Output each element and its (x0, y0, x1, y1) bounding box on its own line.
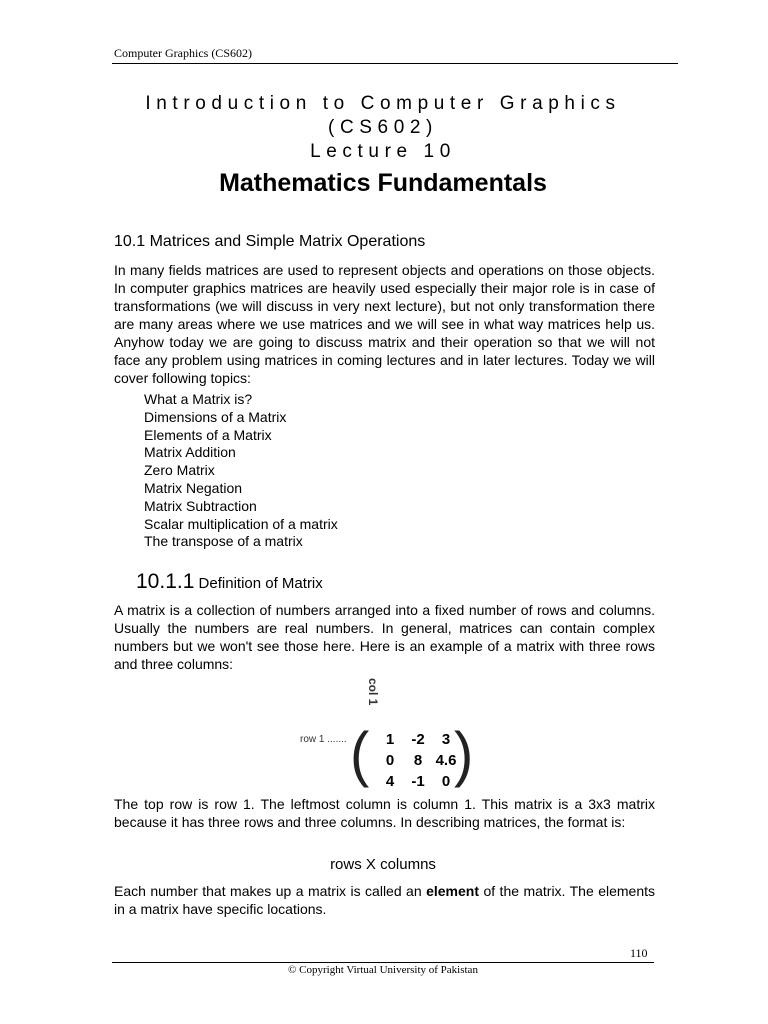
subsection-title: Definition of Matrix (194, 575, 323, 592)
matrix-cell: 3 (441, 731, 451, 748)
page-title: Mathematics Fundamentals (219, 169, 547, 197)
topic-list (144, 391, 338, 551)
header-rule (112, 63, 678, 64)
element-text-before: Each number that makes up a matrix is called an (114, 883, 427, 899)
list-item: Scalar multiplication of a matrix (144, 515, 338, 532)
list-item: Elements of a Matrix (144, 426, 272, 443)
right-bracket: ) (454, 720, 474, 789)
list-item: Matrix Addition (144, 444, 236, 461)
matrix-figure (290, 674, 480, 794)
column-label: col 1 (366, 678, 380, 706)
title-block (112, 92, 654, 200)
list-item: The transpose of a matrix (144, 533, 303, 550)
copyright-notice: © Copyright Virtual University of Pakistan (288, 964, 478, 976)
list-item: Zero Matrix (144, 462, 215, 479)
explanation-paragraph: The top row is row 1. The leftmost column is column 1. This matrix is a 3x3 matrix because it has three rows and three columns. In describing matrices, the format is: (114, 796, 655, 830)
matrix-grid (376, 730, 460, 792)
element-paragraph (114, 882, 655, 918)
definition-paragraph: A matrix is a collection of numbers arranged into a fixed number of rows and columns. Usually the numbers are real numbers. In general, matrices can contain complex numbers but we won't see those here. Here is an example of a matrix with three rows and three columns: (114, 602, 655, 672)
lecture-number: Lecture 10 (310, 141, 456, 162)
subsection-heading (136, 570, 323, 594)
matrix-cell: -1 (411, 773, 425, 790)
format-line: rows X columns (330, 856, 436, 873)
running-header: Computer Graphics (CS602) (114, 46, 252, 60)
matrix-cell: 4 (385, 773, 395, 790)
list-item: What a Matrix is? (144, 391, 253, 407)
section-heading: 10.1 Matrices and Simple Matrix Operations (114, 233, 426, 250)
matrix-cell: -2 (411, 731, 425, 748)
list-item: Dimensions of a Matrix (144, 408, 287, 425)
left-bracket: ( (350, 720, 370, 789)
element-text-after: of the matrix. The elements in a matrix have specific locations. (114, 883, 656, 917)
row-label: row 1 ....... (300, 734, 347, 745)
matrix-cell: 4.6 (435, 752, 457, 769)
course-title: Introduction to Computer Graphics (145, 93, 621, 114)
subsection-number: 10.1.1 (136, 570, 195, 593)
page-number: 110 (630, 946, 648, 960)
matrix-cell: 0 (385, 752, 395, 769)
intro-paragraph: In many fields matrices are used to represent objects and operations on those objects. In computer graphics matrices are heavily used especially their major role is in case of transformations (we will discuss in very next lecture), but not only transformation there are many areas where we use matrices and we will see in what way matrices help us. Anyhow today we are going to discuss matrix and their operation so that we will not face any problem using matrices in coming lectures and in later lectures. Today we will cover following topics: (114, 262, 655, 386)
course-code: (CS602) (328, 117, 438, 138)
footer-rule (112, 962, 654, 963)
matrix-cell: 0 (441, 773, 451, 790)
element-term: element (426, 883, 479, 899)
matrix-cell: 8 (413, 752, 423, 769)
list-item: Matrix Negation (144, 479, 243, 496)
list-item: Matrix Subtraction (144, 497, 257, 514)
matrix-cell: 1 (385, 731, 395, 748)
